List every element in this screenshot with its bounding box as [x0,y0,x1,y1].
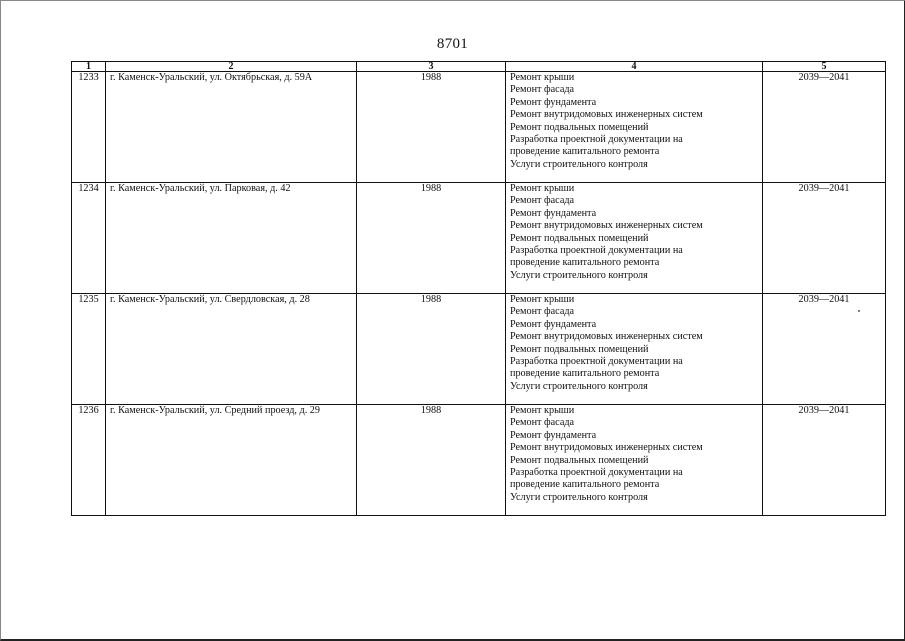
work-item: Ремонт фасада [510,417,575,429]
work-item: Ремонт крыши [510,72,575,83]
work-item: проведение капитального ремонта [510,368,660,380]
work-item: Ремонт подвальных помещений [510,121,649,133]
works-list [510,183,758,282]
table-body [72,72,886,516]
column-header-3: 3 [357,62,506,72]
building-address: г. Каменск-Уральский, ул. Свердловская, д. 28 [106,294,357,405]
page-number: 8701 [436,36,469,52]
work-item: Ремонт внутридомовых инженерных систем [510,331,703,343]
column-header-1: 1 [72,62,106,72]
work-item: Разработка проектной документации на [510,467,683,479]
column-header-5: 5 [763,62,886,72]
work-item: проведение капитального ремонта [510,479,660,491]
works-list [510,72,758,171]
row-number: 1236 [72,405,106,516]
row-number: 1235 [72,294,106,405]
work-item: Услуги строительного контроля [510,158,648,170]
work-item: Ремонт фасада [510,195,575,207]
work-item: Ремонт внутридомовых инженерных систем [510,442,703,454]
building-address: г. Каменск-Уральский, ул. Парковая, д. 42 [106,183,357,294]
work-item: Услуги строительного контроля [510,380,648,392]
column-header-4: 4 [506,62,763,72]
work-item: проведение капитального ремонта [510,257,660,269]
works-cell [506,294,763,405]
building-address: г. Каменск-Уральский, ул. Октябрьская, д. 59А [106,72,357,183]
table-header-row [72,62,886,72]
work-item: Ремонт фасада [510,306,575,318]
row-number: 1234 [72,183,106,294]
repair-period: 2039—2041 [763,405,886,516]
table-row [72,72,886,183]
building-address: г. Каменск-Уральский, ул. Средний проезд, д. 29 [106,405,357,516]
works-cell [506,72,763,183]
work-item: Разработка проектной документации на [510,134,683,146]
work-item: Ремонт фундамента [510,318,597,330]
works-cell [506,405,763,516]
commission-year: 1988 [357,183,506,294]
table-row [72,183,886,294]
work-item: Ремонт фундамента [510,207,597,219]
work-item: Разработка проектной документации на [510,245,683,257]
work-item: проведение капитального ремонта [510,146,660,158]
work-item: Ремонт фундамента [510,429,597,441]
table-row [72,405,886,516]
work-item: Ремонт крыши [510,405,575,416]
work-item: Ремонт внутридомовых инженерных систем [510,220,703,232]
works-cell [506,183,763,294]
work-item: Ремонт фундамента [510,96,597,108]
work-item: Ремонт подвальных помещений [510,343,649,355]
work-item: Ремонт фасада [510,84,575,96]
work-item: Ремонт подвальных помещений [510,454,649,466]
works-list [510,405,758,504]
repair-schedule-table [71,61,886,516]
scan-speck [858,310,860,312]
repair-period: 2039—2041 [763,72,886,183]
work-item: Услуги строительного контроля [510,269,648,281]
row-number: 1233 [72,72,106,183]
work-item: Ремонт внутридомовых инженерных систем [510,109,703,121]
column-header-2: 2 [106,62,357,72]
table-row [72,294,886,405]
commission-year: 1988 [357,72,506,183]
work-item: Ремонт подвальных помещений [510,232,649,244]
work-item: Ремонт крыши [510,183,575,194]
commission-year: 1988 [357,405,506,516]
work-item: Услуги строительного контроля [510,491,648,503]
repair-period: 2039—2041 [763,294,886,405]
work-item: Разработка проектной документации на [510,356,683,368]
repair-period: 2039—2041 [763,183,886,294]
work-item: Ремонт крыши [510,294,575,305]
commission-year: 1988 [357,294,506,405]
works-list [510,294,758,393]
